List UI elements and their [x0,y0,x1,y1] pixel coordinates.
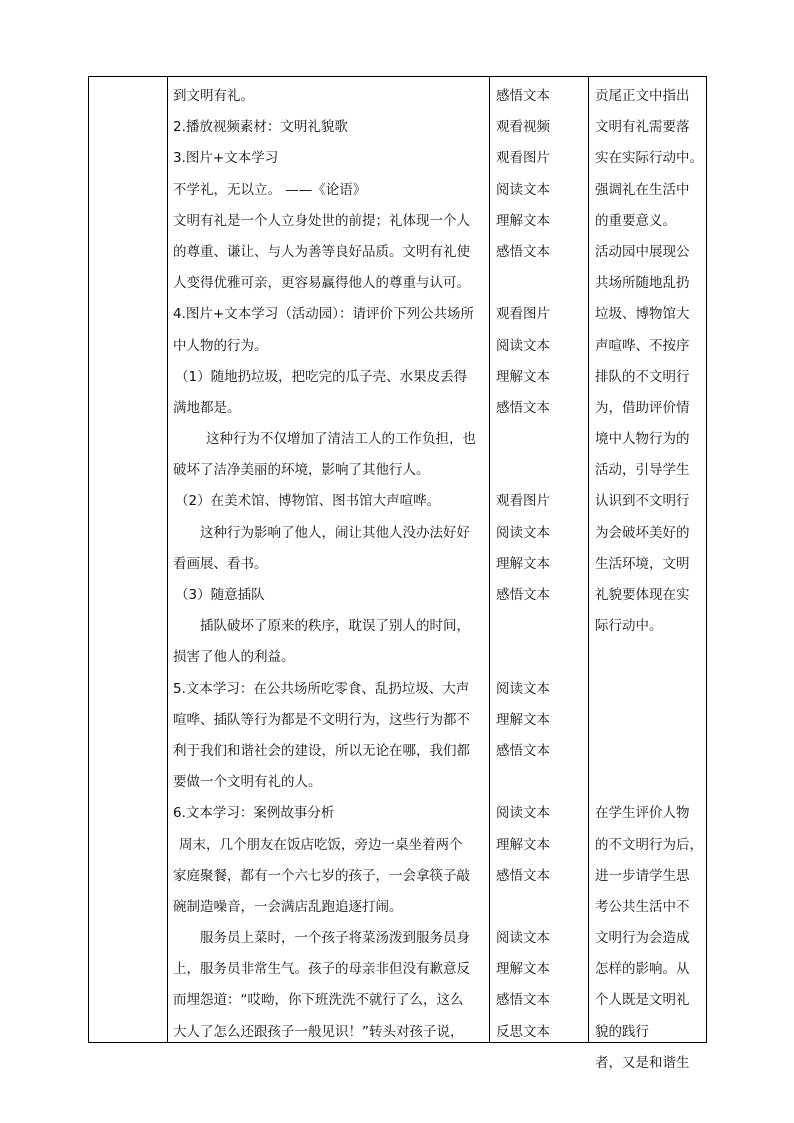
column-divider [167,77,168,1042]
method-line: 理解文本 [496,711,550,728]
content-line: 上，服务员非常生气。孩子的母亲非但没有歉意反 [173,961,470,978]
content-line: 中人物的行为。 [173,337,268,354]
content-line: 而埋怨道：“哎呦，你下班洗洗不就行了么，这么 [173,992,464,1009]
intent-line: 声喧哗、不按序 [595,337,690,354]
intent-line: 文明行为会造成 [595,930,690,947]
intent-line: 为，借助评价情 [595,399,690,416]
method-line [496,642,584,673]
intent-line: 排队的不文明行 [595,368,690,385]
method-line: 理解文本 [496,961,550,978]
content-line: 要做一个文明有礼的人。 [173,774,322,791]
method-line: 感悟文本 [496,587,550,603]
content-line: 利于我们和谐社会的建设，所以无论在哪，我们都 [173,742,470,759]
column-divider [588,77,589,1042]
method-line: 感悟文本 [496,88,550,104]
method-line: 理解文本 [496,836,550,853]
method-line [496,455,584,486]
intent-line: 实在实际行动中。 [595,150,703,167]
content-line: 不学礼，无以立。 ——《论语》 [173,181,367,198]
content-line: 5.文本学习：在公共场所吃零食、乱扔垃圾、大声 [173,680,470,697]
content-line: 2.播放视频素材：文明礼貌歌 [173,119,348,136]
content-line: 插队破坏了原来的秩序，耽误了别人的时间， [200,618,470,635]
design-intent-column [595,81,705,1079]
intent-line: 强调礼在生活中 [595,181,690,198]
method-line: 阅读文本 [496,524,550,541]
intent-line: 垃圾、博物馆大 [595,306,690,323]
intent-line: 礼貌要体现在实 [595,587,690,603]
method-line: 阅读文本 [496,805,550,822]
method-line: 观看视频 [496,119,550,136]
intent-line: 的重要意义。 [595,212,676,229]
content-line: 周末，几个朋友在饭店吃饭，旁边一桌坐着两个 [179,836,463,853]
method-line: 感悟文本 [496,399,550,416]
method-line [496,424,584,455]
method-line: 阅读文本 [496,337,550,354]
intent-line: 的不文明行为后， [595,836,703,853]
intent-line: 怎样的影响。从 [595,961,690,978]
method-line: 感悟文本 [496,867,550,884]
intent-line: 貌的践行 [595,1023,649,1040]
content-line: 4.图片+文本学习（活动园）：请评价下列公共场所 [173,306,474,323]
intent-line [595,642,705,673]
content-line: 满地都是。 [173,399,241,416]
intent-line: 认识到不文明行 [595,493,690,510]
content-line: 这种行为影响了他人，闹让其他人没办法好好 [200,524,470,541]
content-line: （1）随地扔垃圾，把吃完的瓜子壳、水果皮丢得 [175,368,468,385]
content-line: 3.图片+文本学习 [173,150,279,167]
intent-line: 在学生评价人物 [595,805,690,822]
content-line: 碗制造噪音，一会满店乱跑追逐打闹。 [173,898,403,915]
content-line: 喧哗、插队等行为都是不文明行为，这些行为都不 [173,711,470,728]
column-divider [489,77,490,1042]
method-line: 阅读文本 [496,181,550,198]
lesson-table [88,76,707,1071]
intent-line: 共场所随地乱扔 [595,275,690,292]
method-line: 理解文本 [496,555,550,572]
content-line: 看画展、看书。 [173,555,268,572]
intent-line: 生活环境，文明 [595,555,690,572]
method-line [496,767,584,798]
content-line: 的尊重、谦让、与人为善等良好品质。文明有礼使 [173,243,470,260]
intent-line: 者，又是和谐生 [595,1054,690,1071]
intent-line: 进一步请学生思 [595,867,690,884]
method-line: 理解文本 [496,212,550,229]
learning-method-column [496,81,584,1048]
content-line: 破坏了洁净美丽的环境，影响了其他行人。 [173,462,430,479]
intent-line: 境中人物行为的 [595,431,690,448]
method-line: 阅读文本 [496,680,550,697]
content-line: 大人了怎么还跟孩子一般见识！”转头对孩子说， [173,1023,464,1040]
intent-line [595,767,705,798]
method-line: 理解文本 [496,368,550,385]
content-line: 人变得优雅可亲，更容易赢得他人的尊重与认可。 [173,275,470,292]
method-line: 观看图片 [496,150,550,167]
intent-line [595,736,705,767]
intent-line: 活动，引导学生 [595,462,690,479]
content-line: 家庭聚餐，都有一个六七岁的孩子，一会拿筷子敲 [173,867,470,884]
method-line: 感悟文本 [496,992,550,1009]
method-line [496,611,584,642]
method-line: 阅读文本 [496,930,550,947]
content-line: 文明有礼是一个人立身处世的前提；礼体现一个人 [173,212,470,229]
content-line: （3）随意插队 [175,587,265,603]
method-line: 观看图片 [496,306,550,323]
intent-line: 贡尾正文中指出 [595,88,690,104]
intent-line: 为会破坏美好的 [595,524,690,541]
content-line: 服务员上菜时，一个孩子将菜汤泼到服务员身 [200,930,470,947]
method-line: 感悟文本 [496,742,550,759]
method-line: 感悟文本 [496,243,550,260]
method-line [496,268,584,299]
method-line: 反思文本 [496,1023,550,1040]
content-line: 到文明有礼。 [173,88,254,104]
content-line: 这种行为不仅增加了清洁工人的工作负担，也 [206,431,476,448]
intent-line [595,705,705,736]
intent-line: 考公共生活中不 [595,898,690,915]
content-line: 6.文本学习：案例故事分析 [173,805,335,822]
intent-line: 际行动中。 [595,618,663,635]
method-line: 观看图片 [496,493,550,510]
intent-line: 个人既是文明礼 [595,992,690,1009]
intent-line [595,674,705,705]
method-line [496,892,584,923]
intent-line: 文明有礼需要落 [595,119,690,136]
content-line: （2）在美术馆、博物馆、图书馆大声喧哗。 [175,493,441,510]
teaching-content-column [173,81,487,1048]
intent-line: 活动园中展现公 [595,243,690,260]
content-line: 损害了他人的利益。 [173,649,295,666]
